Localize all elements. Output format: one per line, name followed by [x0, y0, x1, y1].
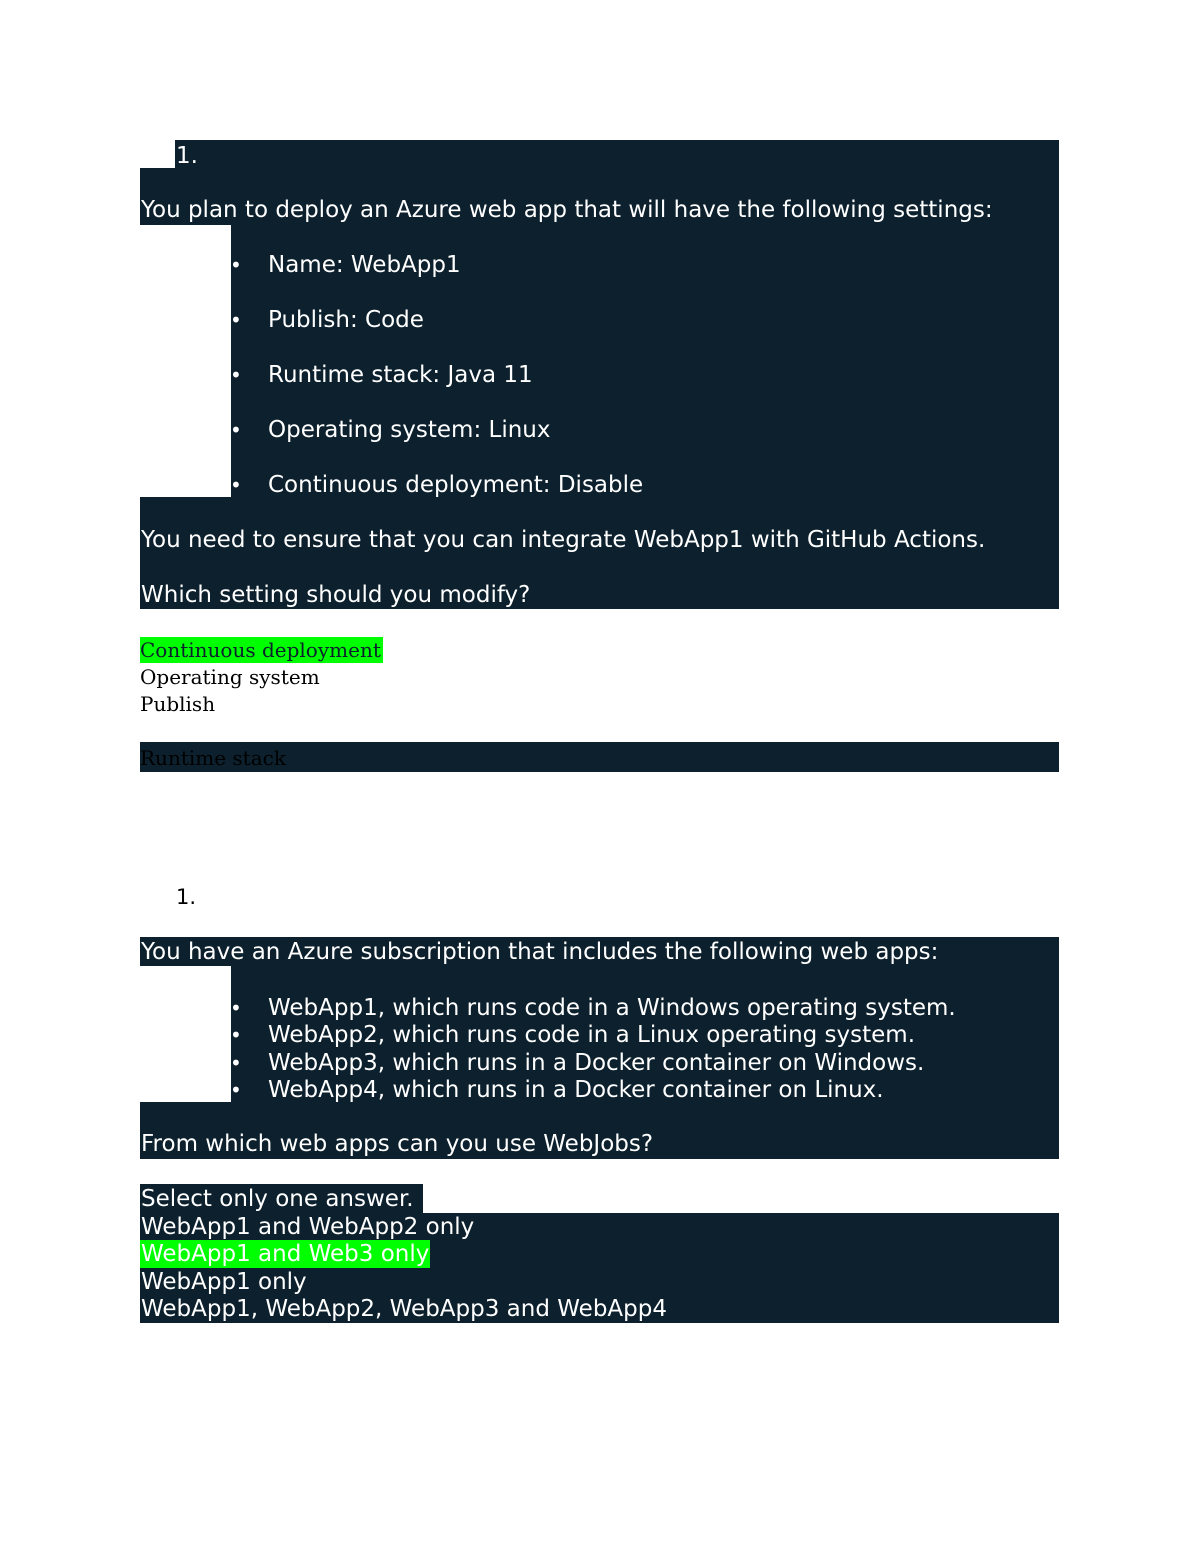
question-1-number-gap	[140, 140, 175, 168]
bullet-icon: •	[230, 253, 242, 277]
bullet-icon: •	[230, 1078, 242, 1102]
bullet-icon: •	[230, 1051, 242, 1075]
setting-continuous-deployment: Continuous deployment: Disable	[268, 472, 644, 498]
question-1-prompt: Which setting should you modify?	[141, 582, 531, 608]
question-2-prompt: From which web apps can you use WebJobs?	[141, 1131, 654, 1157]
q2-option-webapp1-and-webapp2[interactable]: WebApp1 and WebApp2 only	[141, 1214, 475, 1240]
question-1-intro: You plan to deploy an Azure web app that will have the following settings:	[141, 197, 993, 223]
bullet-icon: •	[230, 473, 242, 497]
q1-option-runtime-stack[interactable]: Runtime stack	[140, 746, 286, 770]
setting-runtime-stack: Runtime stack: Java 11	[268, 362, 533, 388]
q2-option-all-webapps[interactable]: WebApp1, WebApp2, WebApp3 and WebApp4	[141, 1296, 667, 1322]
bullet-icon: •	[230, 996, 242, 1020]
q1-option-continuous-deployment[interactable]: Continuous deployment	[140, 638, 381, 662]
setting-operating-system: Operating system: Linux	[268, 417, 551, 443]
app-webapp4: WebApp4, which runs in a Docker container on Linux.	[268, 1077, 884, 1103]
setting-name: Name: WebApp1	[268, 252, 461, 278]
bullet-icon: •	[230, 363, 242, 387]
question-2-list-indent	[140, 966, 231, 1102]
question-1-requirement: You need to ensure that you can integrate WebApp1 with GitHub Actions.	[141, 527, 986, 553]
q1-option-publish[interactable]: Publish	[140, 692, 216, 716]
bullet-icon: •	[230, 418, 242, 442]
question-2-number: 1.	[176, 885, 197, 909]
app-webapp1: WebApp1, which runs code in a Windows operating system.	[268, 995, 956, 1021]
setting-publish: Publish: Code	[268, 307, 424, 333]
q2-option-webapp1-only[interactable]: WebApp1 only	[141, 1269, 307, 1295]
q1-option-operating-system[interactable]: Operating system	[140, 665, 320, 689]
bullet-icon: •	[230, 1023, 242, 1047]
question-2-instruction: Select only one answer.	[141, 1186, 414, 1212]
q2-option-webapp1-and-web3[interactable]: WebApp1 and Web3 only	[141, 1241, 430, 1267]
question-2-intro: You have an Azure subscription that includes the following web apps:	[141, 939, 939, 965]
app-webapp2: WebApp2, which runs code in a Linux operating system.	[268, 1022, 916, 1048]
question-1-list-indent	[140, 225, 231, 497]
bullet-icon: •	[230, 308, 242, 332]
question-1-number: 1.	[176, 143, 198, 169]
app-webapp3: WebApp3, which runs in a Docker container on Windows.	[268, 1050, 925, 1076]
